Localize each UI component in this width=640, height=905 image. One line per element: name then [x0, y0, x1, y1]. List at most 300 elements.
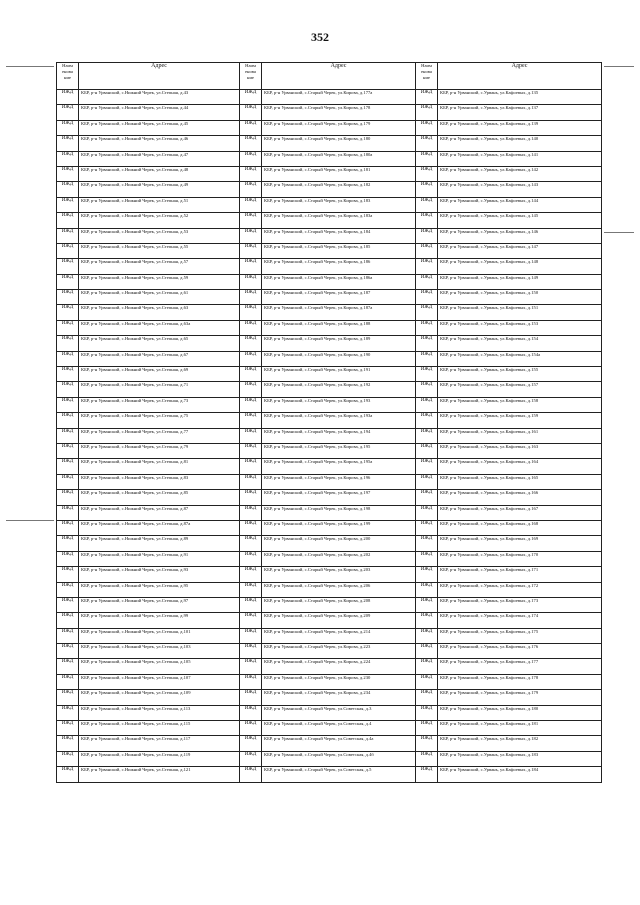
object-type-cell: ИЖД [57, 490, 79, 505]
object-type-cell: ИЖД [240, 397, 262, 412]
object-type-cell: ИЖД [57, 567, 79, 582]
address-cell: КБР, р-н Урванский, с.Нижний Черек, ул.Степная, д.47 [79, 151, 240, 166]
table-row [57, 674, 602, 689]
address-cell: КБР, р-н Урванский, с.Нижний Черек, ул.Степная, д.105 [79, 659, 240, 674]
object-type-cell: ИЖД [240, 644, 262, 659]
address-cell: КБР, р-н Урванский, с.Урвань, ул.Кафоевых, д.151 [438, 305, 602, 320]
address-cell: КБР, р-н Урванский, с.Старый Черек, ул.Кирова, д.183 [262, 197, 416, 212]
object-type-cell: ИЖД [57, 305, 79, 320]
table-row [57, 274, 602, 289]
address-cell: КБР, р-н Урванский, с.Урвань, ул.Кафоевых, д.161 [438, 428, 602, 443]
object-type-cell: ИЖД [416, 320, 438, 335]
address-cell: КБР, р-н Урванский, с.Старый Черек, ул.Кирова, д.183а [262, 213, 416, 228]
address-cell: КБР, р-н Урванский, с.Старый Черек, ул.Кирова, д.206 [262, 582, 416, 597]
scan-line-left-mid [6, 520, 54, 521]
address-cell: КБР, р-н Урванский, с.Нижний Черек, ул.Степная, д.63а [79, 320, 240, 335]
address-cell: КБР, р-н Урванский, с.Старый Черек, ул.Кирова, д.182 [262, 182, 416, 197]
address-cell: КБР, р-н Урванский, с.Урвань, ул.Кафоевых, д.164 [438, 459, 602, 474]
address-cell: КБР, р-н Урванский, с.Нижний Черек, ул.Степная, д.115 [79, 721, 240, 736]
address-cell: КБР, р-н Урванский, с.Урвань, ул.Кафоевых, д.159 [438, 413, 602, 428]
address-cell: КБР, р-н Урванский, с.Урвань, ул.Кафоевых, д.148 [438, 259, 602, 274]
address-cell: КБР, р-н Урванский, с.Нижний Черек, ул.Степная, д.73 [79, 397, 240, 412]
object-type-cell: ИЖД [57, 428, 79, 443]
object-type-cell: ИЖД [240, 197, 262, 212]
address-cell: КБР, р-н Урванский, с.Нижний Черек, ул.Степная, д.52 [79, 213, 240, 228]
object-type-cell: ИЖД [416, 336, 438, 351]
address-cell: КБР, р-н Урванский, с.Старый Черек, ул.Кирова, д.177а [262, 90, 416, 105]
address-cell: КБР, р-н Урванский, с.Старый Черек, ул.Кирова, д.214 [262, 628, 416, 643]
object-type-cell: ИЖД [416, 166, 438, 181]
scan-line-right-top [604, 66, 634, 67]
object-type-cell: ИЖД [416, 382, 438, 397]
table-row [57, 705, 602, 720]
object-type-cell: ИЖД [240, 674, 262, 689]
address-cell: КБР, р-н Урванский, с.Старый Черек, ул.Кирова, д.197 [262, 490, 416, 505]
table-row [57, 490, 602, 505]
address-cell: КБР, р-н Урванский, с.Урвань, ул.Кафоевых, д.167 [438, 505, 602, 520]
table-row [57, 767, 602, 782]
address-cell: КБР, р-н Урванский, с.Нижний Черек, ул.Степная, д.95 [79, 582, 240, 597]
object-type-cell: ИЖД [57, 197, 79, 212]
table-row [57, 644, 602, 659]
table-row [57, 659, 602, 674]
object-type-cell: ИЖД [57, 274, 79, 289]
table-row [57, 443, 602, 458]
address-cell: КБР, р-н Урванский, с.Старый Черек, ул.Кирова, д.180а [262, 151, 416, 166]
address-cell: КБР, р-н Урванский, с.Урвань, ул.Кафоевых, д.141 [438, 151, 602, 166]
address-cell: КБР, р-н Урванский, с.Урвань, ул.Кафоевых, д.179 [438, 690, 602, 705]
object-type-cell: ИЖД [57, 382, 79, 397]
table-row [57, 336, 602, 351]
table-row [57, 459, 602, 474]
table-row [57, 90, 602, 105]
object-type-cell: ИЖД [240, 105, 262, 120]
address-cell: КБР, р-н Урванский, с.Старый Черек, ул.Кирова, д.199 [262, 520, 416, 535]
table-row [57, 567, 602, 582]
address-cell: КБР, р-н Урванский, с.Старый Черек, ул.Советская, д.4б [262, 751, 416, 766]
address-cell: КБР, р-н Урванский, с.Урвань, ул.Кафоевых, д.163 [438, 443, 602, 458]
object-type-cell: ИЖД [416, 613, 438, 628]
object-type-cell: ИЖД [57, 505, 79, 520]
object-type-cell: ИЖД [416, 520, 438, 535]
object-type-cell: ИЖД [240, 428, 262, 443]
object-type-cell: ИЖД [57, 259, 79, 274]
object-type-cell: ИЖД [416, 474, 438, 489]
object-type-cell: ИЖД [240, 382, 262, 397]
address-cell: КБР, р-н Урванский, с.Урвань, ул.Кафоевых, д.154 [438, 336, 602, 351]
address-cell: КБР, р-н Урванский, с.Нижний Черек, ул.Степная, д.59 [79, 274, 240, 289]
address-cell: КБР, р-н Урванский, с.Нижний Черек, ул.Степная, д.81 [79, 459, 240, 474]
table-row [57, 690, 602, 705]
object-type-cell: ИЖД [57, 443, 79, 458]
object-type-cell: ИЖД [416, 136, 438, 151]
object-type-cell: ИЖД [416, 721, 438, 736]
address-cell: КБР, р-н Урванский, с.Нижний Черек, ул.Степная, д.53 [79, 228, 240, 243]
address-cell: КБР, р-н Урванский, с.Нижний Черек, ул.Степная, д.97 [79, 597, 240, 612]
address-cell: КБР, р-н Урванский, с.Старый Черек, ул.Кирова, д.234 [262, 690, 416, 705]
object-type-cell: ИЖД [57, 243, 79, 258]
object-type-cell: ИЖД [240, 367, 262, 382]
object-type-cell: ИЖД [57, 751, 79, 766]
address-cell: КБР, р-н Урванский, с.Урвань, ул.Кафоевых, д.169 [438, 536, 602, 551]
address-cell: КБР, р-н Урванский, с.Старый Черек, ул.Кирова, д.230 [262, 674, 416, 689]
address-cell: КБР, р-н Урванский, с.Урвань, ул.Кафоевых, д.182 [438, 736, 602, 751]
object-type-cell: ИЖД [57, 413, 79, 428]
object-type-cell: ИЖД [57, 120, 79, 135]
object-type-cell: ИЖД [57, 182, 79, 197]
address-cell: КБР, р-н Урванский, с.Нижний Черек, ул.Степная, д.101 [79, 628, 240, 643]
address-cell: КБР, р-н Урванский, с.Урвань, ул.Кафоевых, д.147 [438, 243, 602, 258]
object-type-cell: ИЖД [416, 644, 438, 659]
object-type-cell: ИЖД [416, 228, 438, 243]
object-type-cell: ИЖД [240, 659, 262, 674]
object-type-cell: ИЖД [416, 197, 438, 212]
object-type-cell: ИЖД [416, 628, 438, 643]
object-type-cell: ИЖД [416, 367, 438, 382]
object-type-cell: ИЖД [240, 213, 262, 228]
address-cell: КБР, р-н Урванский, с.Старый Черек, ул.Кирова, д.185 [262, 243, 416, 258]
object-type-cell: ИЖД [240, 305, 262, 320]
table-row [57, 397, 602, 412]
address-cell: КБР, р-н Урванский, с.Нижний Черек, ул.Степная, д.67 [79, 351, 240, 366]
object-type-cell: ИЖД [416, 751, 438, 766]
object-type-cell: ИЖД [240, 613, 262, 628]
table-row [57, 151, 602, 166]
address-cell: КБР, р-н Урванский, с.Нижний Черек, ул.Степная, д.69 [79, 367, 240, 382]
address-cell: КБР, р-н Урванский, с.Нижний Черек, ул.Степная, д.87 [79, 505, 240, 520]
address-cell: КБР, р-н Урванский, с.Старый Черек, ул.Кирова, д.191 [262, 367, 416, 382]
address-cell: КБР, р-н Урванский, с.Урвань, ул.Кафоевых, д.175 [438, 628, 602, 643]
object-type-cell: ИЖД [57, 320, 79, 335]
object-type-cell: ИЖД [57, 705, 79, 720]
object-type-cell: ИЖД [57, 228, 79, 243]
table-row [57, 367, 602, 382]
object-type-cell: ИЖД [416, 690, 438, 705]
address-table-wrapper [56, 62, 601, 783]
table-row [57, 166, 602, 181]
object-type-cell: ИЖД [240, 166, 262, 181]
address-cell: КБР, р-н Урванский, с.Старый Черек, ул.Кирова, д.223 [262, 644, 416, 659]
object-type-cell: ИЖД [416, 151, 438, 166]
table-row [57, 120, 602, 135]
table-row [57, 751, 602, 766]
address-cell: КБР, р-н Урванский, с.Нижний Черек, ул.Степная, д.49 [79, 182, 240, 197]
address-cell: КБР, р-н Урванский, с.Урвань, ул.Кафоевых, д.172 [438, 582, 602, 597]
address-cell: КБР, р-н Урванский, с.Нижний Черек, ул.Степная, д.48 [79, 166, 240, 181]
table-row [57, 243, 602, 258]
object-type-cell: ИЖД [416, 597, 438, 612]
object-type-cell: ИЖД [57, 520, 79, 535]
address-cell: КБР, р-н Урванский, с.Нижний Черек, ул.Степная, д.117 [79, 736, 240, 751]
object-type-cell: ИЖД [240, 597, 262, 612]
object-type-cell: ИЖД [416, 259, 438, 274]
address-cell: КБР, р-н Урванский, с.Нижний Черек, ул.Степная, д.119 [79, 751, 240, 766]
object-type-cell: ИЖД [57, 551, 79, 566]
object-type-cell: ИЖД [416, 551, 438, 566]
table-row [57, 182, 602, 197]
object-type-cell: ИЖД [240, 290, 262, 305]
object-type-cell: ИЖД [240, 520, 262, 535]
object-type-cell: ИЖД [240, 567, 262, 582]
scan-line-right-mid [604, 232, 634, 233]
object-type-cell: ИЖД [57, 474, 79, 489]
object-type-cell: ИЖД [416, 428, 438, 443]
table-body [57, 90, 602, 783]
object-type-cell: ИЖД [57, 690, 79, 705]
address-cell: КБР, р-н Урванский, с.Старый Черек, ул.Кирова, д.190 [262, 351, 416, 366]
object-type-cell: ИЖД [57, 536, 79, 551]
object-type-cell: ИЖД [57, 736, 79, 751]
object-type-cell: ИЖД [240, 536, 262, 551]
header-address-2: Адрес [262, 63, 416, 90]
object-type-cell: ИЖД [57, 674, 79, 689]
table-row [57, 505, 602, 520]
object-type-cell: ИЖД [240, 413, 262, 428]
address-cell: КБР, р-н Урванский, с.Урвань, ул.Кафоевых, д.165 [438, 474, 602, 489]
table-row [57, 413, 602, 428]
object-type-cell: ИЖД [57, 105, 79, 120]
table-row [57, 551, 602, 566]
object-type-cell: ИЖД [240, 736, 262, 751]
address-cell: КБР, р-н Урванский, с.Старый Черек, ул.Кирова, д.202 [262, 551, 416, 566]
address-cell: КБР, р-н Урванский, с.Урвань, ул.Кафоевых, д.170 [438, 551, 602, 566]
address-cell: КБР, р-н Урванский, с.Нижний Черек, ул.Степная, д.46 [79, 136, 240, 151]
object-type-cell: ИЖД [240, 243, 262, 258]
address-cell: КБР, р-н Урванский, с.Нижний Черек, ул.Степная, д.87а [79, 520, 240, 535]
address-cell: КБР, р-н Урванский, с.Урвань, ул.Кафоевых, д.181 [438, 721, 602, 736]
address-cell: КБР, р-н Урванский, с.Урвань, ул.Кафоевых, д.150 [438, 290, 602, 305]
address-cell: КБР, р-н Урванский, с.Старый Черек, ул.Кирова, д.184 [262, 228, 416, 243]
object-type-cell: ИЖД [416, 90, 438, 105]
address-cell: КБР, р-н Урванский, с.Старый Черек, ул.Кирова, д.180 [262, 136, 416, 151]
object-type-cell: ИЖД [57, 767, 79, 782]
object-type-cell: ИЖД [57, 213, 79, 228]
object-type-cell: ИЖД [57, 166, 79, 181]
object-type-cell: ИЖД [57, 659, 79, 674]
address-cell: КБР, р-н Урванский, с.Нижний Черек, ул.Степная, д.45 [79, 120, 240, 135]
object-type-cell: ИЖД [57, 397, 79, 412]
address-cell: КБР, р-н Урванский, с.Старый Черек, ул.Кирова, д.187а [262, 305, 416, 320]
table-row [57, 213, 602, 228]
table-row [57, 721, 602, 736]
object-type-cell: ИЖД [240, 90, 262, 105]
address-cell: КБР, р-н Урванский, с.Старый Черек, ул.Кирова, д.224 [262, 659, 416, 674]
object-type-cell: ИЖД [240, 336, 262, 351]
object-type-cell: ИЖД [416, 674, 438, 689]
table-row [57, 736, 602, 751]
object-type-cell: ИЖД [416, 505, 438, 520]
table-row [57, 474, 602, 489]
address-cell: КБР, р-н Урванский, с.Урвань, ул.Кафоевых, д.149 [438, 274, 602, 289]
address-cell: КБР, р-н Урванский, с.Урвань, ул.Кафоевых, д.176 [438, 644, 602, 659]
address-cell: КБР, р-н Урванский, с.Урвань, ул.Кафоевых, д.173 [438, 597, 602, 612]
table-row [57, 320, 602, 335]
table-row [57, 536, 602, 551]
address-cell: КБР, р-н Урванский, с.Нижний Черек, ул.Степная, д.65 [79, 336, 240, 351]
address-cell: КБР, р-н Урванский, с.Урвань, ул.Кафоевых, д.174 [438, 613, 602, 628]
address-cell: КБР, р-н Урванский, с.Урвань, ул.Кафоевых, д.142 [438, 166, 602, 181]
table-row [57, 613, 602, 628]
address-cell: КБР, р-н Урванский, с.Нижний Черек, ул.Степная, д.121 [79, 767, 240, 782]
scan-line-left-top [6, 66, 54, 67]
page-number: 352 [311, 30, 329, 44]
object-type-cell: ИЖД [416, 459, 438, 474]
address-cell: КБР, р-н Урванский, с.Старый Черек, ул.Кирова, д.195 [262, 443, 416, 458]
address-cell: КБР, р-н Урванский, с.Нижний Черек, ул.Степная, д.99 [79, 613, 240, 628]
object-type-cell: ИЖД [240, 690, 262, 705]
address-cell: КБР, р-н Урванский, с.Нижний Черек, ул.Степная, д.61 [79, 290, 240, 305]
table-row [57, 228, 602, 243]
address-cell: КБР, р-н Урванский, с.Нижний Черек, ул.Степная, д.91 [79, 551, 240, 566]
object-type-cell: ИЖД [57, 151, 79, 166]
address-cell: КБР, р-н Урванский, с.Нижний Черек, ул.Степная, д.43 [79, 90, 240, 105]
address-cell: КБР, р-н Урванский, с.Старый Черек, ул.Кирова, д.179 [262, 120, 416, 135]
object-type-cell: ИЖД [57, 336, 79, 351]
address-cell: КБР, р-н Урванский, с.Урвань, ул.Кафоевых, д.158 [438, 397, 602, 412]
object-type-cell: ИЖД [416, 351, 438, 366]
address-cell: КБР, р-н Урванский, с.Старый Черек, ул.Кирова, д.189 [262, 336, 416, 351]
table-row [57, 428, 602, 443]
address-cell: КБР, р-н Урванский, с.Старый Черек, ул.Кирова, д.186 [262, 259, 416, 274]
object-type-cell: ИЖД [416, 290, 438, 305]
address-cell: КБР, р-н Урванский, с.Урвань, ул.Кафоевых, д.171 [438, 567, 602, 582]
object-type-cell: ИЖД [57, 290, 79, 305]
object-type-cell: ИЖД [240, 459, 262, 474]
table-row [57, 597, 602, 612]
object-type-cell: ИЖД [240, 551, 262, 566]
object-type-cell: ИЖД [416, 243, 438, 258]
header-address-3: Адрес [438, 63, 602, 90]
address-table [56, 62, 602, 783]
object-type-cell: ИЖД [416, 705, 438, 720]
address-cell: КБР, р-н Урванский, с.Нижний Черек, ул.Степная, д.103 [79, 644, 240, 659]
object-type-cell: ИЖД [240, 443, 262, 458]
object-type-cell: ИЖД [240, 474, 262, 489]
object-type-cell: ИЖД [416, 105, 438, 120]
object-type-cell: ИЖД [57, 721, 79, 736]
address-cell: КБР, р-н Урванский, с.Нижний Черек, ул.Степная, д.51 [79, 197, 240, 212]
address-cell: КБР, р-н Урванский, с.Старый Черек, ул.Советская, д.3 [262, 705, 416, 720]
object-type-cell: ИЖД [57, 351, 79, 366]
object-type-cell: ИЖД [57, 613, 79, 628]
object-type-cell: ИЖД [240, 628, 262, 643]
table-row [57, 520, 602, 535]
address-cell: КБР, р-н Урванский, с.Урвань, ул.Кафоевых, д.178 [438, 674, 602, 689]
address-cell: КБР, р-н Урванский, с.Урвань, ул.Кафоевых, д.154а [438, 351, 602, 366]
address-cell: КБР, р-н Урванский, с.Нижний Черек, ул.Степная, д.79 [79, 443, 240, 458]
address-cell: КБР, р-н Урванский, с.Старый Черек, ул.Кирова, д.178 [262, 105, 416, 120]
object-type-cell: ИЖД [416, 397, 438, 412]
address-cell: КБР, р-н Урванский, с.Старый Черек, ул.Кирова, д.195а [262, 459, 416, 474]
object-type-cell: ИЖД [416, 213, 438, 228]
object-type-cell: ИЖД [57, 597, 79, 612]
address-cell: КБР, р-н Урванский, с.Старый Черек, ул.Кирова, д.192 [262, 382, 416, 397]
object-type-cell: ИЖД [240, 120, 262, 135]
address-cell: КБР, р-н Урванский, с.Урвань, ул.Кафоевых, д.143 [438, 182, 602, 197]
address-cell: КБР, р-н Урванский, с.Старый Черек, ул.Кирова, д.209 [262, 613, 416, 628]
address-cell: КБР, р-н Урванский, с.Нижний Черек, ул.Степная, д.57 [79, 259, 240, 274]
address-cell: КБР, р-н Урванский, с.Старый Черек, ул.Кирова, д.198 [262, 505, 416, 520]
address-cell: КБР, р-н Урванский, с.Урвань, ул.Кафоевых, д.166 [438, 490, 602, 505]
header-type-2: Наим енова ние [240, 63, 262, 90]
address-cell: КБР, р-н Урванский, с.Старый Черек, ул.Кирова, д.186а [262, 274, 416, 289]
address-cell: КБР, р-н Урванский, с.Урвань, ул.Кафоевых, д.177 [438, 659, 602, 674]
object-type-cell: ИЖД [57, 367, 79, 382]
object-type-cell: ИЖД [416, 567, 438, 582]
address-cell: КБР, р-н Урванский, с.Нижний Черек, ул.Степная, д.113 [79, 705, 240, 720]
object-type-cell: ИЖД [240, 751, 262, 766]
object-type-cell: ИЖД [416, 274, 438, 289]
address-cell: КБР, р-н Урванский, с.Урвань, ул.Кафоевых, д.139 [438, 120, 602, 135]
object-type-cell: ИЖД [416, 767, 438, 782]
object-type-cell: ИЖД [416, 490, 438, 505]
address-cell: КБР, р-н Урванский, с.Старый Черек, ул.Кирова, д.194 [262, 428, 416, 443]
object-type-cell: ИЖД [57, 582, 79, 597]
object-type-cell: ИЖД [416, 736, 438, 751]
object-type-cell: ИЖД [57, 136, 79, 151]
object-type-cell: ИЖД [240, 228, 262, 243]
address-cell: КБР, р-н Урванский, с.Урвань, ул.Кафоевых, д.168 [438, 520, 602, 535]
address-cell: КБР, р-н Урванский, с.Старый Черек, ул.Кирова, д.200 [262, 536, 416, 551]
object-type-cell: ИЖД [240, 151, 262, 166]
address-cell: КБР, р-н Урванский, с.Старый Черек, ул.Кирова, д.208 [262, 597, 416, 612]
address-cell: КБР, р-н Урванский, с.Нижний Черек, ул.Степная, д.77 [79, 428, 240, 443]
address-cell: КБР, р-н Урванский, с.Урвань, ул.Кафоевых, д.157 [438, 382, 602, 397]
object-type-cell: ИЖД [57, 644, 79, 659]
object-type-cell: ИЖД [240, 351, 262, 366]
object-type-cell: ИЖД [416, 582, 438, 597]
object-type-cell: ИЖД [240, 767, 262, 782]
address-cell: КБР, р-н Урванский, с.Урвань, ул.Кафоевых, д.137 [438, 105, 602, 120]
object-type-cell: ИЖД [240, 505, 262, 520]
object-type-cell: ИЖД [416, 536, 438, 551]
object-type-cell: ИЖД [240, 721, 262, 736]
object-type-cell: ИЖД [416, 413, 438, 428]
address-cell: КБР, р-н Урванский, с.Старый Черек, ул.Кирова, д.187 [262, 290, 416, 305]
address-cell: КБР, р-н Урванский, с.Урвань, ул.Кафоевых, д.135 [438, 90, 602, 105]
address-cell: КБР, р-н Урванский, с.Старый Черек, ул.Кирова, д.193 [262, 397, 416, 412]
table-header-row [57, 63, 602, 90]
address-cell: КБР, р-н Урванский, с.Нижний Черек, ул.Степная, д.83 [79, 474, 240, 489]
table-row [57, 105, 602, 120]
address-cell: КБР, р-н Урванский, с.Нижний Черек, ул.Степная, д.89 [79, 536, 240, 551]
object-type-cell: ИЖД [416, 443, 438, 458]
object-type-cell: ИЖД [240, 182, 262, 197]
address-cell: КБР, р-н Урванский, с.Урвань, ул.Кафоевых, д.184 [438, 767, 602, 782]
address-cell: КБР, р-н Урванский, с.Старый Черек, ул.Советская, д.4 [262, 721, 416, 736]
address-cell: КБР, р-н Урванский, с.Урвань, ул.Кафоевых, д.180 [438, 705, 602, 720]
address-cell: КБР, р-н Урванский, с.Нижний Черек, ул.Степная, д.107 [79, 674, 240, 689]
address-cell: КБР, р-н Урванский, с.Старый Черек, ул.Советская, д.5 [262, 767, 416, 782]
object-type-cell: ИЖД [57, 628, 79, 643]
address-cell: КБР, р-н Урванский, с.Старый Черек, ул.Кирова, д.196 [262, 474, 416, 489]
address-cell: КБР, р-н Урванский, с.Урвань, ул.Кафоевых, д.140 [438, 136, 602, 151]
address-cell: КБР, р-н Урванский, с.Урвань, ул.Кафоевых, д.144 [438, 197, 602, 212]
object-type-cell: ИЖД [240, 582, 262, 597]
address-cell: КБР, р-н Урванский, с.Нижний Черек, ул.Степная, д.71 [79, 382, 240, 397]
table-row [57, 382, 602, 397]
object-type-cell: ИЖД [57, 459, 79, 474]
object-type-cell: ИЖД [240, 320, 262, 335]
object-type-cell: ИЖД [240, 259, 262, 274]
address-cell: КБР, р-н Урванский, с.Старый Черек, ул.Кирова, д.203 [262, 567, 416, 582]
address-cell: КБР, р-н Урванский, с.Нижний Черек, ул.Степная, д.55 [79, 243, 240, 258]
address-cell: КБР, р-н Урванский, с.Нижний Черек, ул.Степная, д.63 [79, 305, 240, 320]
object-type-cell: ИЖД [57, 90, 79, 105]
table-row [57, 136, 602, 151]
address-cell: КБР, р-н Урванский, с.Нижний Черек, ул.Степная, д.75 [79, 413, 240, 428]
object-type-cell: ИЖД [416, 120, 438, 135]
